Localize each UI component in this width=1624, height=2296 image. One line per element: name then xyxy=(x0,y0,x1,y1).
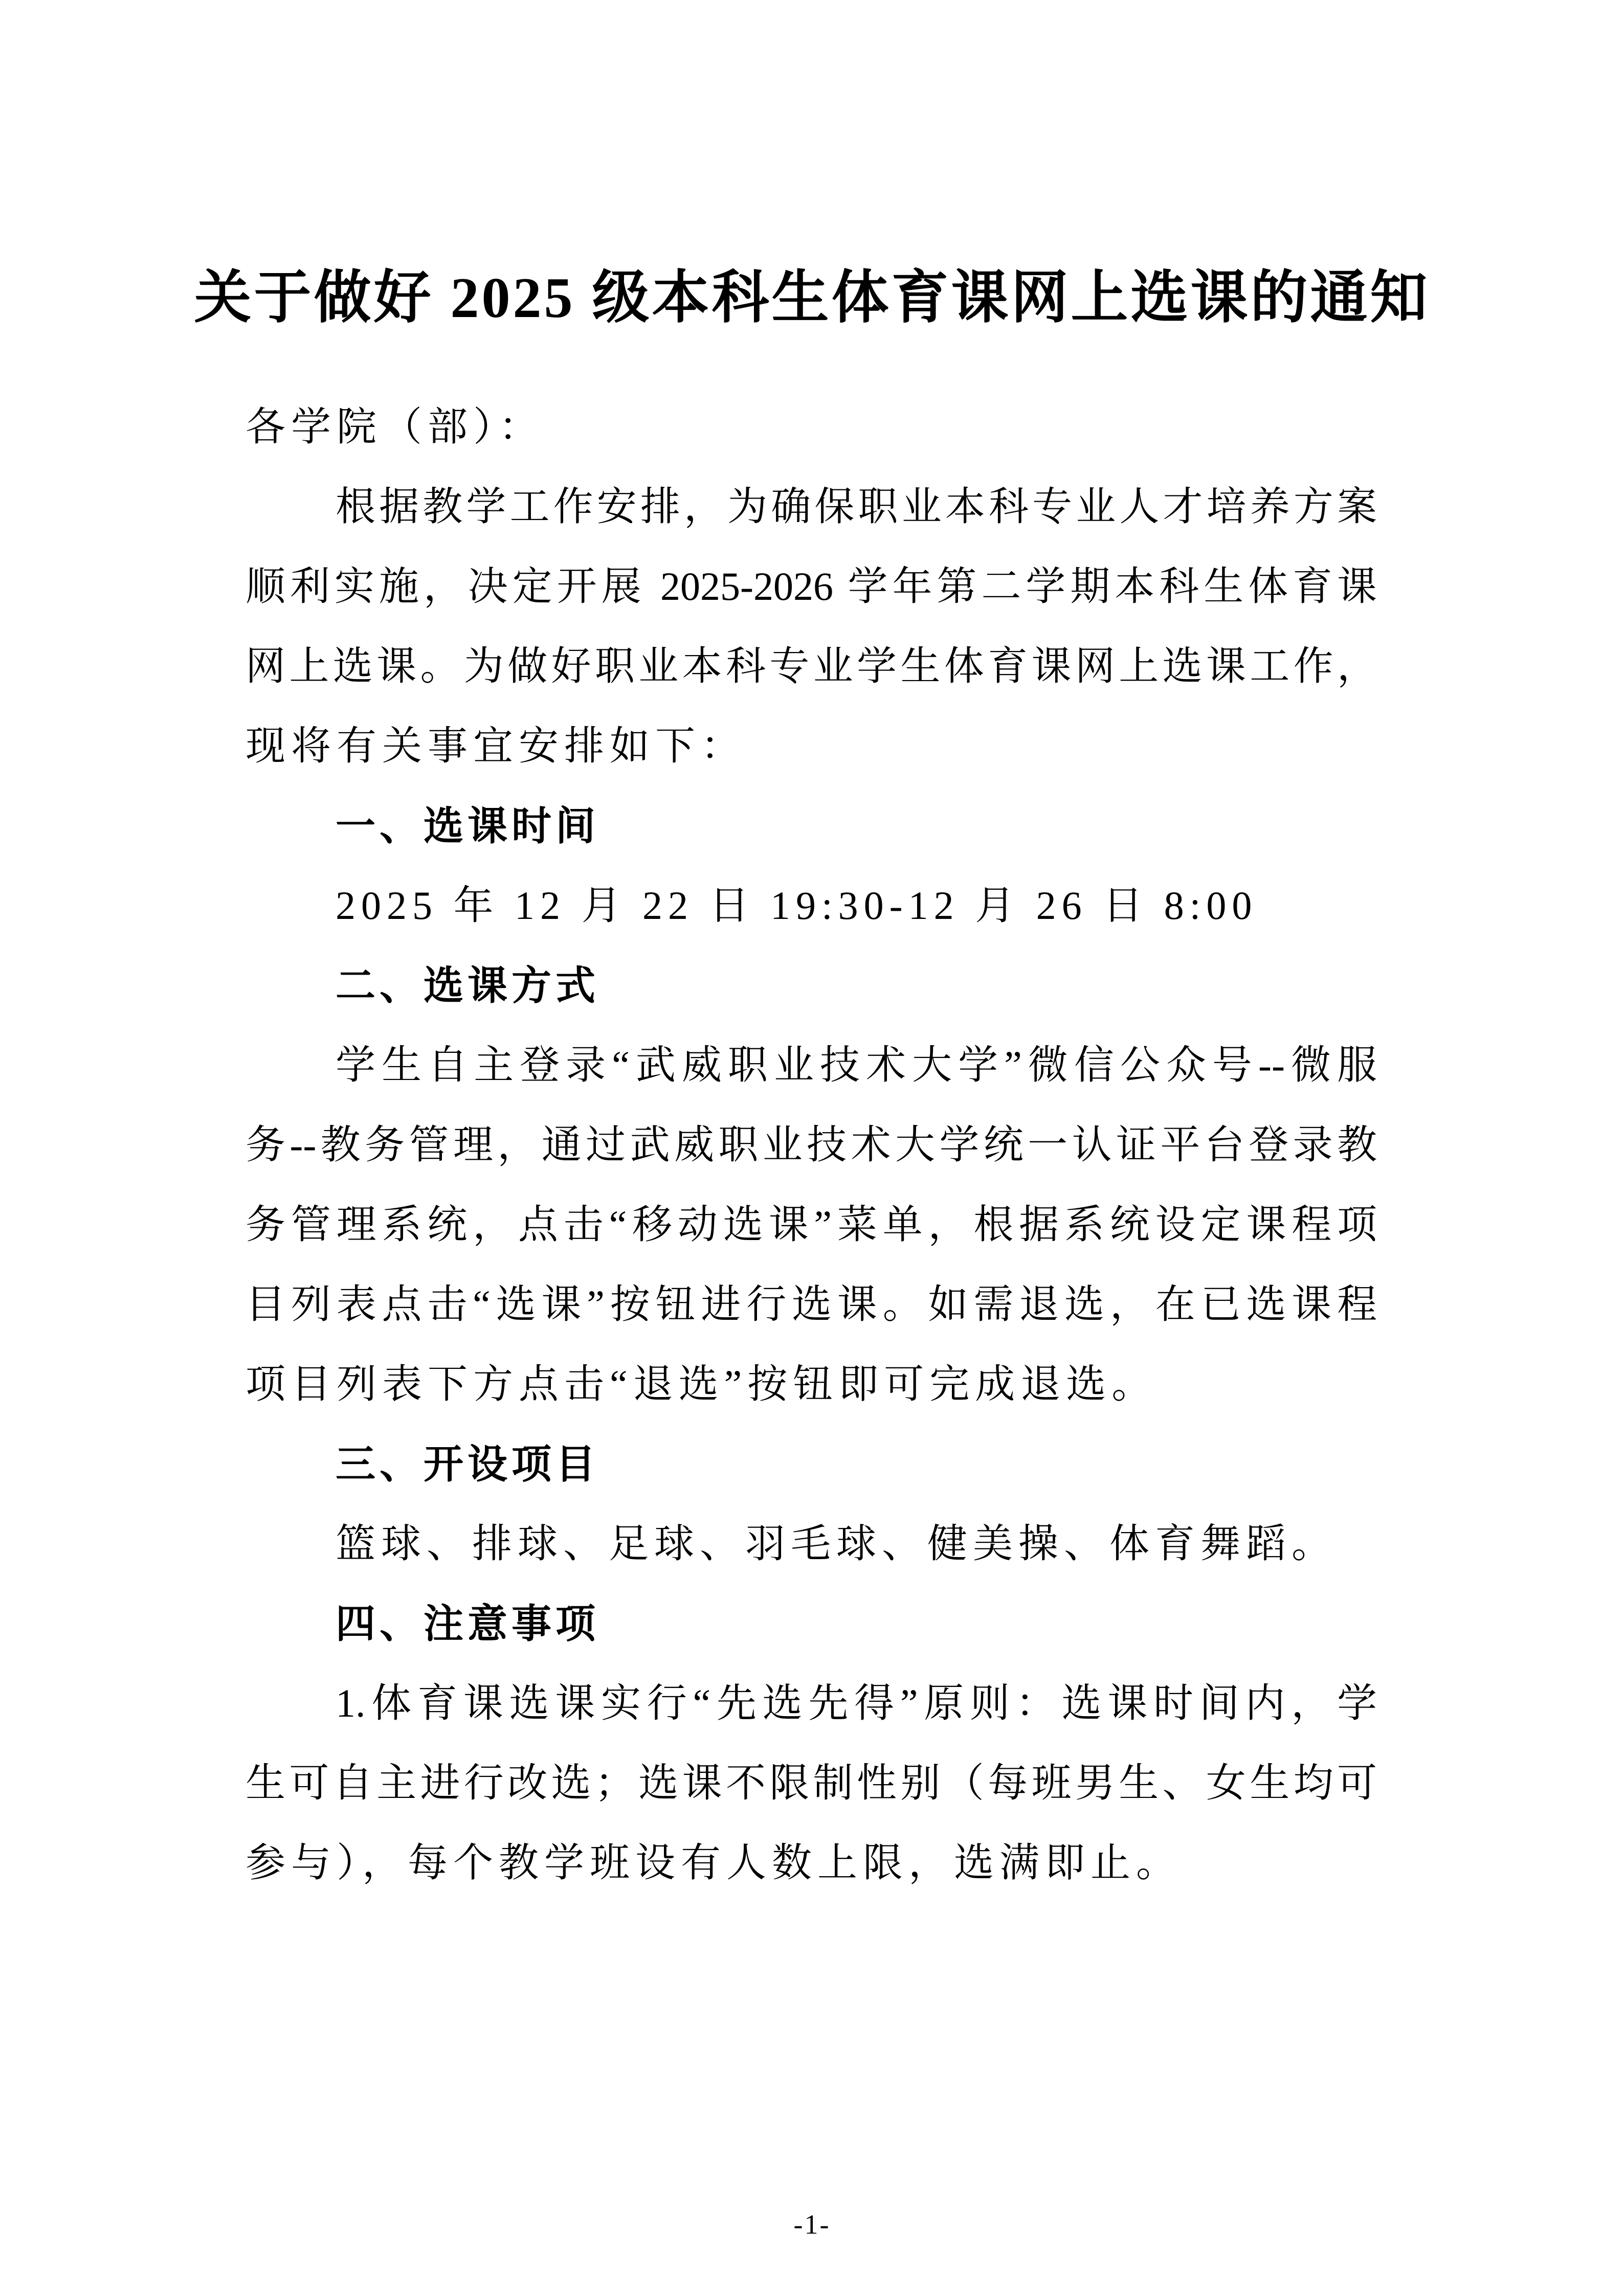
section-heading: 四、注意事项 xyxy=(336,1601,600,1646)
text-line: 目列表点击“选课”按钮进行选课。如需退选，在已选课程 xyxy=(246,1282,1377,1326)
text-line: 现将有关事宜安排如下： xyxy=(246,724,747,768)
text-line: 各学院（部）： xyxy=(246,404,545,449)
section-heading: 二、选课方式 xyxy=(336,963,600,1008)
text-line: 学生自主登录“武威职业技术大学”微信公众号--微服 xyxy=(336,1043,1377,1087)
text-line: 篮球、排球、足球、羽毛球、健美操、体育舞蹈。 xyxy=(336,1521,1338,1566)
text-line: 务管理系统，点击“移动选课”菜单，根据系统设定课程项 xyxy=(246,1202,1377,1247)
document-title: 关于做好 2025 级本科生体育课网上选课的通知 xyxy=(194,266,1430,330)
section-heading: 三、开设项目 xyxy=(336,1442,600,1487)
text-line: 顺利实施，决定开展 2025-2026 学年第二学期本科生体育课 xyxy=(246,564,1377,609)
text-line: 生可自主进行改选；选课不限制性别（每班男生、女生均可 xyxy=(246,1761,1377,1805)
text-line: 根据教学工作安排，为确保职业本科专业人才培养方案 xyxy=(336,484,1377,529)
page-number: -1- xyxy=(793,2209,831,2240)
text-line: 1.体育课选课实行“先选先得”原则：选课时间内，学 xyxy=(336,1681,1377,1725)
text-line: 2025 年 12 月 22 日 19:30-12 月 26 日 8:00 xyxy=(336,883,1258,928)
text-line: 项目列表下方点击“退选”按钮即可完成退选。 xyxy=(246,1362,1158,1406)
text-line: 参与），每个教学班设有人数上限，选满即止。 xyxy=(246,1840,1182,1885)
text-line: 网上选课。为做好职业本科专业学生体育课网上选课工作， xyxy=(246,644,1377,688)
document-body xyxy=(246,387,1377,1903)
section-heading: 一、选课时间 xyxy=(336,803,600,848)
text-line: 务--教务管理，通过武威职业技术大学统一认证平台登录教 xyxy=(246,1122,1377,1167)
